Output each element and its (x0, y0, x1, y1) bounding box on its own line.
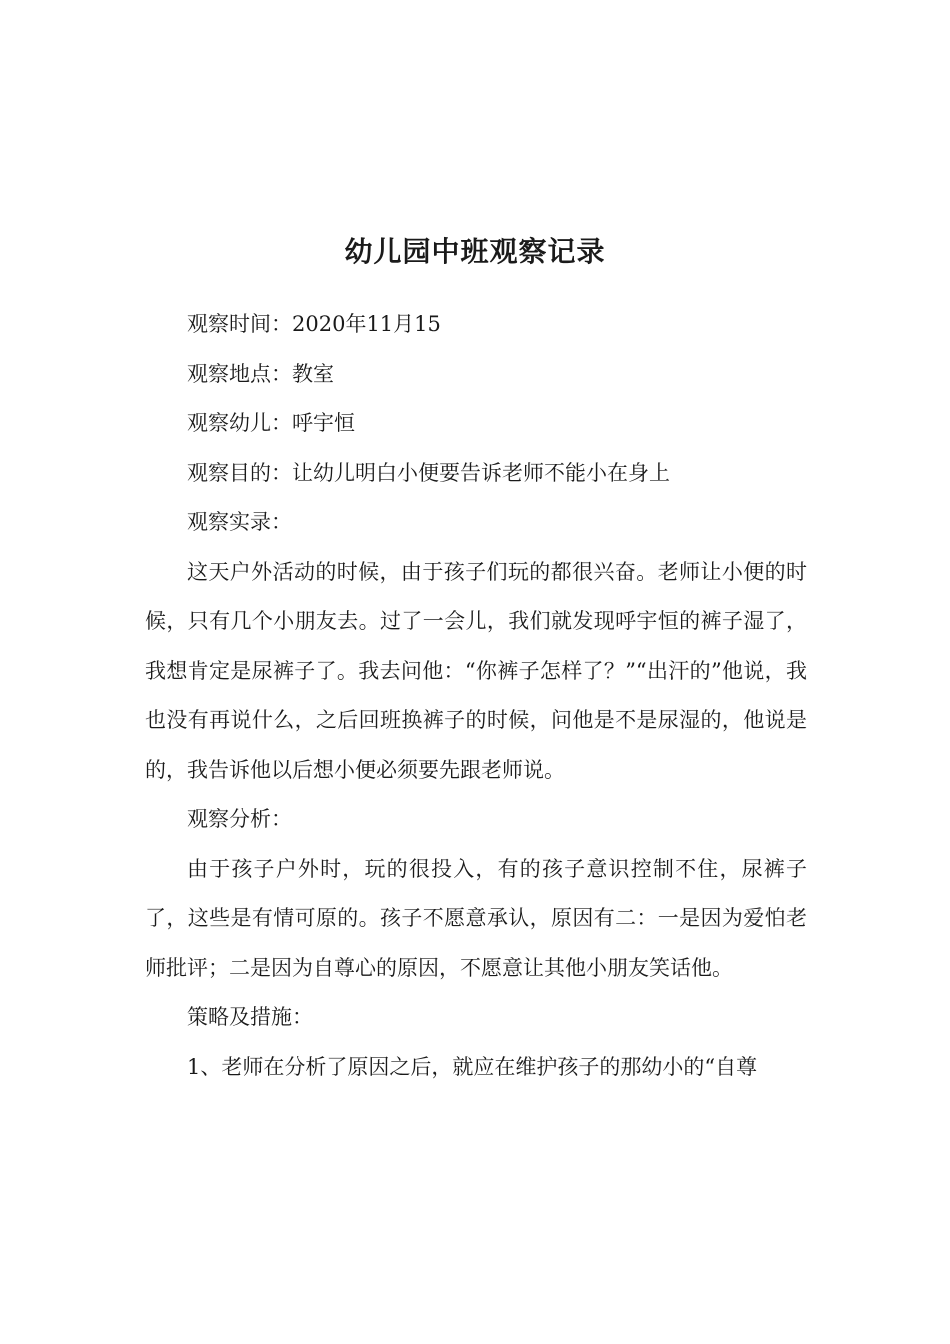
observation-time: 观察时间：2020年11月15 (187, 312, 441, 336)
record-paragraph: 这天户外活动的时候，由于孩子们玩的都很兴奋。老师让小便的时候，只有几个小朋友去。过了一会儿，我们就发现呼宇恒的裤子湿了，我想肯定是尿裤子了。我去问他：“你裤子怎样了？”“出汗的”他说，我也没有再说什么，之后回班换裤子的时候，问他是不是尿湿的，他说是的，我告诉他以后想小便必须要先跟老师说。 (145, 559, 807, 782)
strategy-item-1: 1、老师在分析了原因之后，就应在维护孩子的那幼小的“自尊 (187, 1054, 758, 1079)
observed-child: 观察幼儿：呼宇恒 (187, 411, 355, 435)
strategy-heading: 策略及措施： (187, 1005, 313, 1029)
record-heading: 观察实录： (187, 510, 292, 534)
document-body (145, 300, 807, 1092)
observation-location: 观察地点：教室 (187, 361, 334, 386)
analysis-heading: 观察分析： (187, 807, 292, 831)
document-title: 幼儿园中班观察记录 (344, 235, 606, 268)
analysis-paragraph: 由于孩子户外时，玩的很投入，有的孩子意识控制不住，尿裤子了，这些是有情可原的。孩子不愿意承认，原因有二：一是因为爱怕老师批评；二是因为自尊心的原因，不愿意让其他小朋友笑话他。 (145, 856, 807, 980)
observation-purpose: 观察目的：让幼儿明白小便要告诉老师不能小在身上 (187, 460, 670, 485)
